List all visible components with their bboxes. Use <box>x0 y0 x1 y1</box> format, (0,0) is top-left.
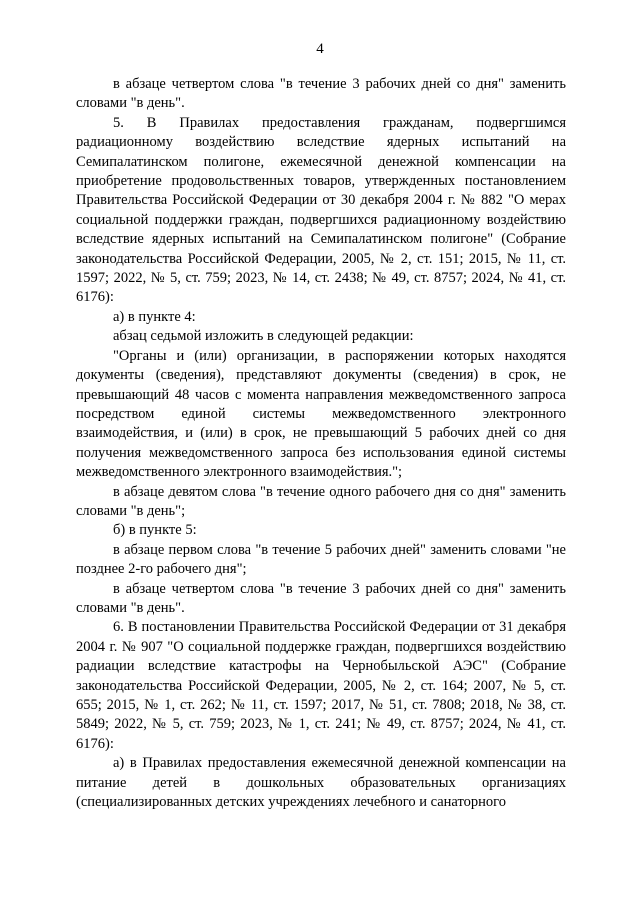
page-number: 4 <box>316 41 324 57</box>
paragraph-4: абзац седьмой изложить в следующей редакции: <box>113 328 414 345</box>
paragraph-9: в абзаце четвертом слова "в течение 3 рабочих дней со дня" заменить словами "в день". <box>76 580 566 616</box>
paragraph-5: "Органы и (или) организации, в распоряжении которых находятся документы (сведения), представляют документы (сведения) в срок, не превышающий 48 часов с момента направления межведомственного запроса посредством единой системы межведомственного электронного взаимодействия, и (или) в срок, не превышающий 5 рабочих дней со дня получения межведомственного запроса без использования единой системы межведомственного электронного взаимодействия."; <box>76 347 566 481</box>
paragraph-7: б) в пункте 5: <box>113 522 197 539</box>
paragraph-6: в абзаце девятом слова "в течение одного рабочего дня со дня" заменить словами "в день"; <box>76 483 566 519</box>
paragraph-10: 6. В постановлении Правительства Российской Федерации от 31 декабря 2004 г. № 907 "О социальной поддержке граждан, подвергшихся воздействию радиации вследствие катастрофы на Чернобыльской АЭС" (Собрание законодательства Российской Федерации, 2005, № 2, ст. 164; 2007, № 5, ст. 655; 2015, № 1, ст. 262; № 11, ст. 1597; 2017, № 51, ст. 7808; 2018, № 38, ст. 5849; 2022, № 5, ст. 759; 2023, № 1, ст. 241; № 49, ст. 8757; 2024, № 41, ст. 6176): <box>76 619 566 752</box>
paragraph-1: в абзаце четвертом слова "в течение 3 рабочих дней со дня" заменить словами "в день". <box>76 76 566 112</box>
paragraph-8: в абзаце первом слова "в течение 5 рабочих дней" заменить словами "не позднее 2-го рабочего дня"; <box>76 541 566 578</box>
paragraph-3: а) в пункте 4: <box>113 308 196 325</box>
paragraph-2: 5. В Правилах предоставления гражданам, подвергшимся радиационному воздействию вследствие ядерных испытаний на Семипалатинском полигоне, ежемесячной денежной компенсации на приобретение продовольственных товаров, утвержденных постановлением Правительства Российской Федерации от 30 декабря 2004 г. № 882 "О мерах социальной поддержки граждан, подвергшихся радиационному воздействию вследствие ядерных испытаний на Семипалатинском полигоне" (Собрание законодательства Российской Федерации, 2005, № 2, ст. 151; 2015, № 11, ст. 1597; 2022, № 5, ст. 759; 2023, № 14, ст. 2438; № 49, ст. 8757; 2024, № 41, ст. 6176): <box>76 114 566 306</box>
paragraph-11: а) в Правилах предоставления ежемесячной денежной компенсации на питание детей в дошкольных образовательных организациях (специализированных детских учреждениях лечебного и санаторного <box>76 755 566 811</box>
document-body <box>76 75 566 812</box>
